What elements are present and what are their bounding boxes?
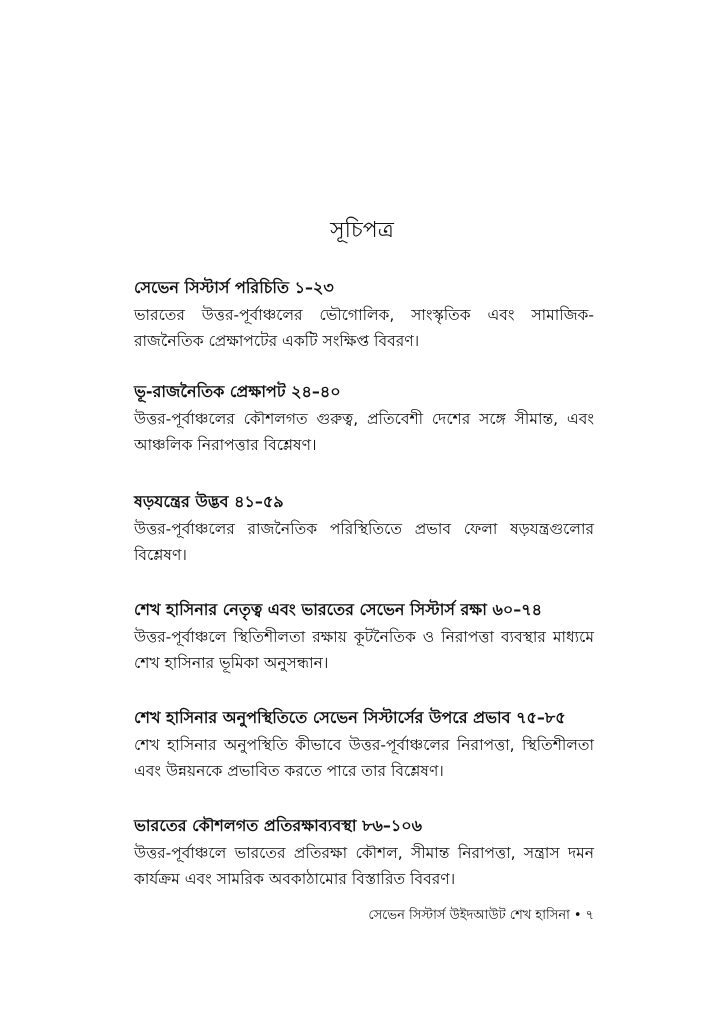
toc-entry-heading: [134, 380, 594, 404]
toc-entry-pages: ৪১–৫৯: [234, 492, 284, 511]
toc-entry-title: শেখ হাসিনার অনুপস্থিতিতে সেভেন সিস্টার্সের উপরে প্রভাব: [134, 708, 511, 727]
toc-entry-title: ভারতের কৌশলগত প্রতিরক্ষাব্যবস্থা: [134, 816, 357, 835]
footer-separator: •: [573, 908, 582, 923]
toc-entry-title: ষড়যন্ত্রের উদ্ভব: [134, 492, 229, 511]
toc-entry-pages: ২৪–৪০: [291, 382, 341, 401]
toc-entry-description: শেখ হাসিনার অনুপস্থিতি কীভাবে উত্তর-পূর্বাঞ্চলের নিরাপত্তা, স্থিতিশীলতা এবং উন্নয়নকে প্রভাবিত করতে পারে তার বিশ্লেষণ।: [134, 736, 594, 780]
toc-entry-pages: ৭৫–৮৫: [516, 708, 566, 727]
toc-entry-description: উত্তর-পূর্বাঞ্চলের কৌশলগত গুরুত্ব, প্রতিবেশী দেশের সঙ্গে সীমান্ত, এবং আঞ্চলিক নিরাপত্তার বিশ্লেষণ।: [134, 410, 594, 454]
toc-entry-pages: ৮৬–১০৬: [362, 816, 423, 835]
toc-entry: [134, 706, 594, 784]
toc-entry-description: উত্তর-পূর্বাঞ্চলে স্থিতিশীলতা রক্ষায় কূটনৈতিক ও নিরাপত্তা ব্যবস্থার মাধ্যমে শেখ হাসিনার ভূমিকা অনুসন্ধান।: [134, 628, 594, 672]
toc-entry: [134, 276, 594, 354]
toc-entry-heading: [134, 814, 594, 838]
toc-entry-heading: [134, 706, 594, 730]
page-title: সূচিপত্র: [330, 217, 394, 243]
toc-entry-title: সেভেন সিস্টার্স পরিচিতি: [134, 278, 290, 297]
toc-entry: [134, 490, 594, 568]
toc-entry-pages: ৬০–৭৪: [492, 600, 543, 619]
toc-entry-description: উত্তর-পূর্বাঞ্চলের রাজনৈতিক পরিস্থিতিতে প্রভাব ফেলা ষড়যন্ত্রগুলোর বিশ্লেষণ।: [134, 520, 594, 564]
toc-entry: [134, 814, 594, 892]
toc-entry: [134, 598, 594, 676]
toc-entry-description: ভারতের উত্তর-পূর্বাঞ্চলের ভৌগোলিক, সাংস্কৃতিক এবং সামাজিক-রাজনৈতিক প্রেক্ষাপটের একটি সংক্ষিপ্ত বিবরণ।: [134, 306, 594, 350]
toc-entry-title: শেখ হাসিনার নেতৃত্ব এবং ভারতের সেভেন সিস্টার্স রক্ষা: [134, 600, 487, 619]
toc-entry-heading: [134, 598, 594, 622]
running-title: সেভেন সিস্টার্স উইদআউট শেখ হাসিনা: [368, 908, 570, 923]
toc-entry-title: ভূ-রাজনৈতিক প্রেক্ষাপট: [134, 382, 286, 401]
page-number: ৭: [585, 908, 594, 923]
toc-entry-heading: [134, 490, 594, 514]
toc-entry-heading: [134, 276, 594, 300]
toc-entry-pages: ১–২৩: [294, 278, 334, 297]
page-footer: [368, 906, 594, 927]
toc-entry: [134, 380, 594, 458]
toc-entry-description: উত্তর-পূর্বাঞ্চলে ভারতের প্রতিরক্ষা কৌশল, সীমান্ত নিরাপত্তা, সন্ত্রাস দমন কার্যক্রম এবং সামরিক অবকাঠামোর বিস্তারিত বিবরণ।: [134, 844, 594, 888]
